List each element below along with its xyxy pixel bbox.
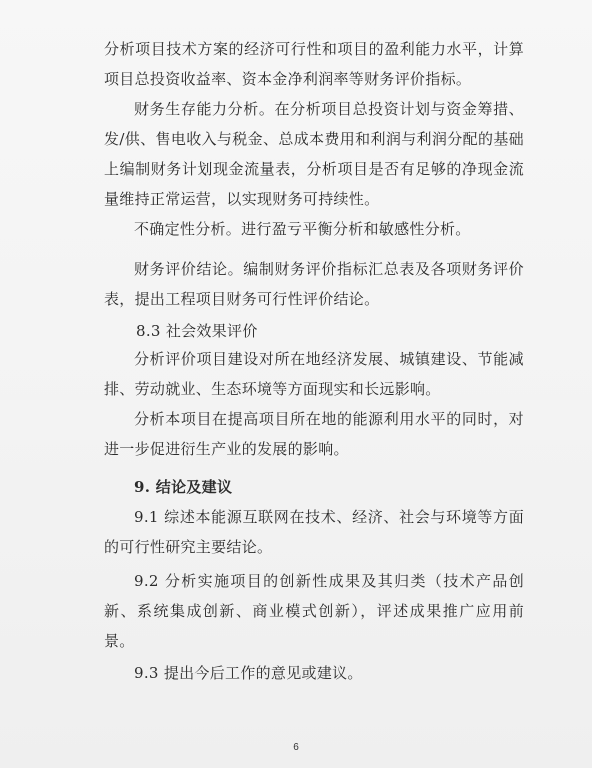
paragraph-energy-level: 分析本项目在提高项目所在地的能源利用水平的同时，对进一步促进衍生产业的发展的影响。 bbox=[104, 410, 524, 458]
paragraph-financial-conclusion: 财务评价结论。编制财务评价指标汇总表及各项财务评价表，提出工程项目财务可行性评价结论。 bbox=[104, 260, 524, 308]
paragraph-9-2: 9.2 分析实施项目的创新性成果及其归类（技术产品创新、系统集成创新、商业模式创新），评述成果推广应用前景。 bbox=[104, 572, 524, 650]
paragraph-9-3: 9.3 提出今后工作的意见或建议。 bbox=[134, 664, 363, 682]
paragraph-social-impact: 分析评价项目建设对所在地经济发展、城镇建设、节能减排、劳动就业、生态环境等方面现实和长远影响。 bbox=[104, 350, 524, 398]
paragraph-uncertainty: 不确定性分析。进行盈亏平衡分析和敏感性分析。 bbox=[134, 220, 471, 238]
paragraph-financial-survival: 财务生存能力分析。在分析项目总投资计划与资金筹措、发/供、售电收入与税金、总成本费用和利润与利润分配的基础上编制财务计划现金流量表，分析项目是否有足够的净现金流量维持正常运营，以实现财务可持续性。 bbox=[104, 100, 524, 208]
paragraph-profitability: 分析项目技术方案的经济可行性和项目的盈利能力水平，计算项目总投资收益率、资本金净利润率等财务评价指标。 bbox=[104, 40, 524, 88]
section-heading-8-3: 8.3 社会效果评价 bbox=[136, 322, 258, 340]
paragraph-9-1: 9.1 综述本能源互联网在技术、经济、社会与环境等方面的可行性研究主要结论。 bbox=[104, 508, 524, 556]
section-heading-9: 9. 结论及建议 bbox=[134, 478, 233, 496]
page-number: 6 bbox=[293, 742, 299, 753]
